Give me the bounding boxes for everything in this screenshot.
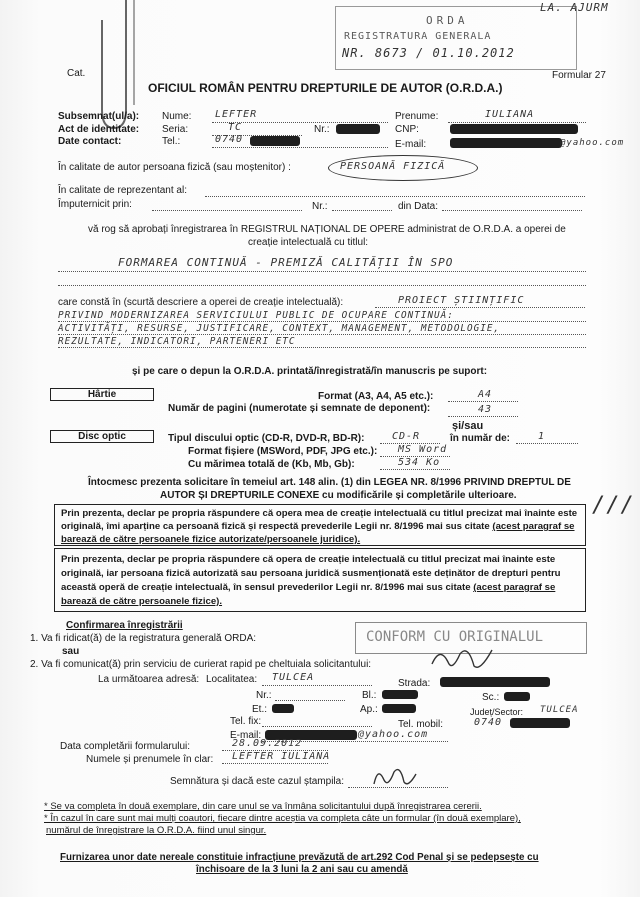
localitate-label: Localitatea: [206, 674, 258, 685]
et-label: Et.: [252, 704, 268, 715]
date-value: 28.09.2012 [232, 738, 303, 749]
bl-label: Bl.: [362, 690, 377, 701]
file-format-value: MS Word [398, 444, 448, 455]
nume-label: Nume: [162, 111, 192, 122]
note-2: * În cazul în care sunt mai mulți coautori, fiecare dintre aceștia va completa câte un formular (în două exemplare), [44, 813, 521, 824]
strada-label: Strada: [398, 678, 431, 689]
note-3: numărul de înregistrare la O.R.D.A. fiind unul singur. [46, 825, 267, 836]
rep-label: În calitate de reprezentant al: [58, 185, 187, 196]
description-line4: REZULTATE, INDICATORI, PARTENERI ETC [58, 336, 296, 347]
declaration1-note: (acest paragraf se barează de către persoanele fizice autorizate/persoanele juridice). [61, 521, 575, 545]
pages-line [448, 416, 518, 417]
judet-label: Județ/Sector: [470, 707, 524, 717]
description-line1: PROIECT ȘTIINȚIFIC [398, 295, 525, 306]
disc-box: Disc optic [50, 430, 154, 443]
declaration2-note: (acest paragraf se barează de către persoanele fizice). [61, 582, 556, 607]
declaration-box-2 [54, 548, 586, 612]
subsemnat-label: Subsemnat(ul/a): [58, 111, 140, 122]
support-label: și pe care o depun la O.R.D.A. printată/înregistrată/în manuscris pe suport: [132, 366, 488, 377]
desc-line-d [58, 347, 586, 348]
telmobil-label: Tel. mobil: [398, 719, 444, 730]
request-line2: creație intelectuală cu titlul: [248, 237, 369, 248]
sc-label: Sc.: [482, 692, 500, 703]
description-line2: PRIVIND MODERNIZAREA SERVICIULUI PUBLIC DE OCUPARE CONTINUĂ: [58, 310, 454, 321]
contact-label: Date contact: [58, 136, 122, 147]
email-label: E-mail: [395, 139, 427, 150]
format-value: A4 [478, 389, 493, 400]
confirmation-opt1: 1. Va fi ridicat(ă) de la registratura generală ORDA: [30, 633, 257, 644]
sign-label: Semnătura și dacă este cazul ștampila: [170, 776, 344, 787]
imp-nr-line [332, 210, 392, 211]
format-label: Format (A3, A4, A5 etc.): [318, 391, 434, 402]
autor-value: PERSOANĂ FIZICĂ [340, 161, 446, 172]
sisau-1: și/sau [452, 420, 484, 432]
redacted-et [272, 704, 294, 713]
registry-stamp [335, 6, 577, 70]
declaration1-text: Prin prezenta, declar pe propria răspundere că opera mea de creație intelectuală cu titlul precizat mai înainte este originală, îmi aparține ca persoană fizică și respectă prevederile Legii nr. 8/1996 mai sus citate [61, 508, 578, 532]
addr-email-value: @yahoo.com [358, 729, 429, 740]
in-numar-value: 1 [538, 431, 546, 442]
page-title: OFICIUL ROMÂN PENTRU DREPTURILE DE AUTOR (O.R.D.A.) [148, 81, 503, 95]
stamp-registry: REGISTRATURA GENERALA [344, 31, 492, 42]
catalog-label: Cat. [67, 68, 86, 79]
nume-value: LEFTER [215, 109, 258, 120]
prenume-label: Prenume: [395, 111, 439, 122]
file-format-label: Format fișiere (MSWord, PDF, JPG etc.): [188, 446, 378, 457]
autor-label: În calitate de autor persoana fizică (sau moștenitor) : [58, 162, 291, 173]
imp-label: Împuternicit prin: [58, 199, 132, 210]
in-numar-label: în număr de: [450, 433, 511, 444]
address-label: La următoarea adresă: [98, 674, 200, 685]
nr-label: Nr.: [314, 124, 330, 135]
desc-line-a [375, 307, 585, 308]
declaration-box-1 [54, 504, 586, 546]
addr-nr-label: Nr.: [256, 690, 272, 701]
note-1: * Se va completa în două exemplare, din care unul se va înmâna solicitantului după înregistrarea cererii. [44, 801, 482, 812]
corner-note: LA. AJURM [540, 1, 609, 14]
stamp-reg-no: NR. 8673 / 01.10.2012 [342, 46, 515, 60]
localitate-value: TULCEA [272, 672, 315, 683]
localitate-line [262, 685, 372, 686]
format-line [448, 401, 518, 402]
cnp-label: CNP: [395, 124, 419, 135]
name-line [222, 763, 328, 764]
prenume-value: IULIANA [485, 109, 535, 120]
description-line3: ACTIVITĂȚI, RESURSE, JUSTIFICARE, CONTEXT, MANAGEMENT, METODOLOGIE, [58, 323, 501, 334]
in-numar-line [516, 443, 578, 444]
pages-value: 43 [478, 404, 493, 415]
description-label: care constă în (scurtă descriere a operei de creație intelectuală): [58, 297, 344, 308]
din-data-label: din Data: [398, 201, 439, 212]
confirmation-opt2: 2. Va fi comunicat(ă) prin serviciu de curierat rapid pe cheltuiala solicitantului: [30, 659, 372, 670]
redacted-tel [250, 136, 300, 146]
date-label: Data completării formularului: [60, 741, 191, 752]
redacted-email [450, 138, 562, 148]
addr-email-label: E-mail: [230, 730, 262, 741]
work-title: FORMAREA CONTINUĂ - PREMIZĂ CALITĂȚII ÎN SPO [118, 256, 454, 269]
confirmation-title: Confirmarea înregistrării [66, 620, 183, 631]
desc-line-c [58, 334, 586, 335]
declaration1-wrap [61, 507, 581, 546]
seria-label: Seria: [162, 124, 189, 135]
declaration2-wrap [61, 553, 581, 609]
act-label: Act de identitate: [58, 124, 140, 135]
tel-line [212, 147, 388, 148]
name-value: LEFTER IULIANA [232, 751, 331, 762]
telfix-label: Tel. fix: [230, 716, 262, 727]
size-label: Cu mărimea totală de (Kb, Mb, Gb): [188, 459, 355, 470]
redacted-sc [504, 692, 530, 701]
size-line [380, 469, 450, 470]
tel-label: Tel.: [162, 136, 181, 147]
addr-nr-line [275, 700, 345, 701]
rep-line [205, 196, 585, 197]
hartie-box: Hârtie [50, 388, 154, 401]
redacted-strada [440, 677, 550, 687]
request-line1: vă rog să aprobați înregistrarea în REGISTRUL NAȚIONAL DE OPERE administrat de O.R.D.A. a operei de [88, 224, 566, 235]
size-value: 534 Ko [398, 457, 441, 468]
conform-stamp-text: CONFORM CU ORIGINALUL [366, 629, 544, 645]
din-data-line [442, 210, 582, 211]
redacted-bl [382, 690, 418, 699]
legal-line2: AUTOR ȘI DREPTURILE CONEXE cu modificările și completările ulterioare. [160, 490, 517, 501]
warning-line2: închisoare de la 3 luni la 2 ani sau cu amendă [196, 864, 408, 875]
title-line1 [58, 271, 586, 272]
form-number: Formular 27 [552, 70, 606, 81]
desc-line-b [58, 321, 586, 322]
imp-nr-label: Nr.: [312, 201, 328, 212]
disc-type-value: CD-R [392, 431, 421, 442]
redacted-telmobil [510, 718, 570, 728]
legal-line1: Întocmesc prezenta solicitare în temeiul art. 148 alin. (1) din LEGEA NR. 8/1996 PRIVIND DREPTUL DE [88, 477, 571, 488]
redacted-ap [382, 704, 416, 713]
stamp-org: ORDA [426, 14, 469, 27]
warning-line1: Furnizarea unor date nereale constituie infracțiune prevăzută de art.292 Cod Penal și se pedepsește cu [60, 852, 539, 863]
redacted-nr [336, 124, 380, 134]
disc-type-label: Tipul discului optic (CD-R, DVD-R, BD-R): [168, 433, 365, 444]
sign-line [348, 787, 448, 788]
declaration2-text: Prin prezenta, declar pe propria răspundere că opera de creație intelectuală cu titlul precizat mai înainte este originală, iar persoana fizică autorizată sau persoana juridică susmenționată este deținător de drepturi pentru această operă de creație intelectuală, în sensul prevederilor Legii nr. 8/1996 mai sus citate [61, 554, 561, 593]
email-value: @yahoo.com [560, 138, 625, 148]
pages-label: Număr de pagini (numerotate și semnate de deponent): [168, 403, 431, 414]
seria-value: TC [228, 122, 243, 133]
confirmation-sau: sau [62, 646, 80, 657]
title-line2 [58, 285, 586, 286]
telfix-line [262, 726, 372, 727]
tel-value: 0740 [215, 134, 244, 145]
imp-line [152, 210, 302, 211]
signature-mark-1 [430, 644, 500, 674]
ap-label: Ap.: [360, 704, 378, 715]
strike-marks: /// [592, 493, 635, 518]
prenume-line [448, 122, 586, 123]
redacted-cnp [450, 124, 578, 134]
telmobil-value: 0740 [474, 717, 503, 728]
name-label: Numele și prenumele în clar: [86, 754, 214, 765]
judet-value: TULCEA [540, 705, 579, 715]
